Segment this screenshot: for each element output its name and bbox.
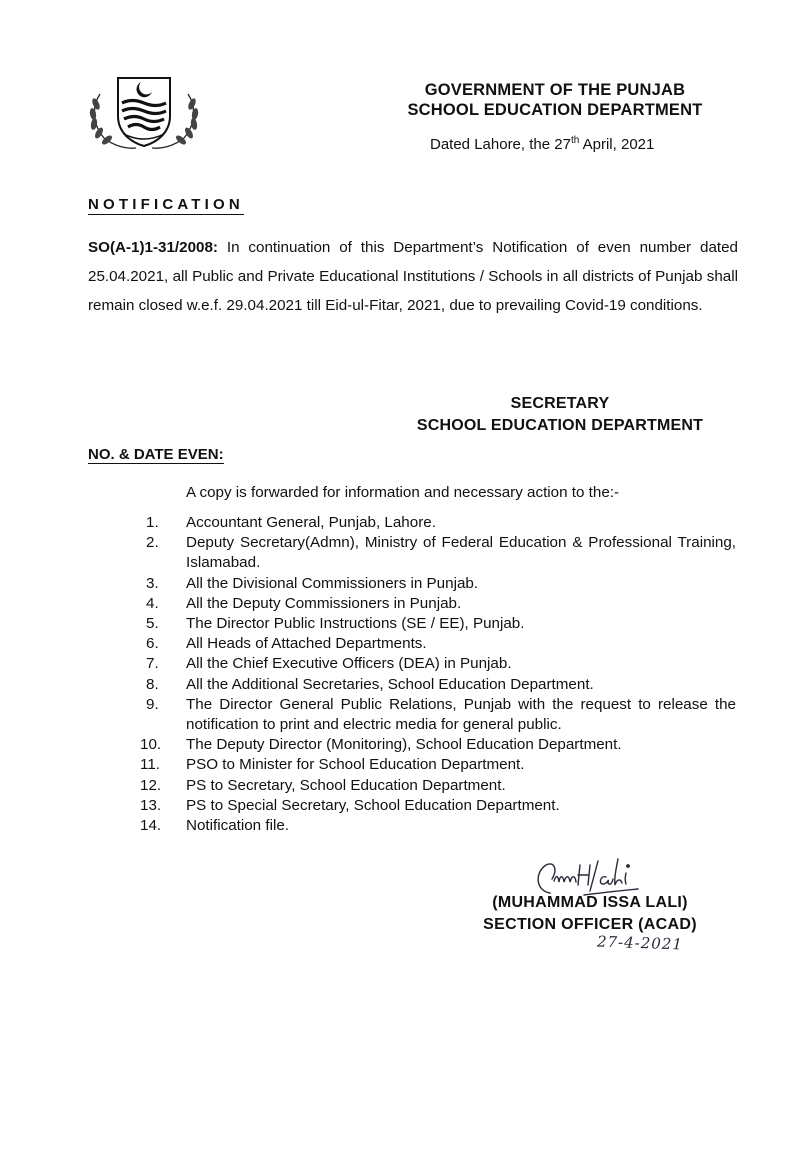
list-item-number: 7. [146, 655, 159, 673]
list-item [140, 654, 736, 674]
list-item-number: 2. [146, 534, 159, 552]
list-item-text: Deputy Secretary(Admn), Ministry of Federal Education & Professional Training, Islamabad. [186, 534, 736, 572]
list-item-number: 3. [146, 574, 159, 592]
list-item [140, 796, 736, 816]
list-item-text: The Director Public Instructions (SE / EE), Punjab. [186, 615, 525, 633]
list-item-number: 8. [146, 675, 159, 693]
dated-suffix: April, 2021 [579, 136, 655, 153]
list-item-number: 1. [146, 514, 159, 531]
list-item-text: All the Deputy Commissioners in Punjab. [186, 594, 462, 612]
government-title: GOVERNMENT OF THE PUNJAB [424, 81, 686, 99]
list-item [140, 695, 736, 735]
list-item-text: The Deputy Director (Monitoring), School Education Department. [186, 736, 622, 754]
list-item [140, 634, 736, 654]
list-item-text: All the Additional Secretaries, School Education Department. [186, 675, 594, 693]
list-item-number: 11. [140, 756, 160, 774]
list-item-text: Accountant General, Punjab, Lahore. [186, 514, 436, 531]
notification-body [88, 233, 738, 321]
list-item-number: 10. [140, 736, 162, 754]
list-item-number: 6. [146, 635, 159, 653]
list-item [140, 513, 736, 533]
distribution-list [140, 513, 736, 836]
signatory-name: (MUHAMMAD ISSA LALI) [492, 894, 688, 911]
list-item [140, 735, 736, 755]
reference-number: SO(A-1)1-31/2008: [88, 239, 218, 256]
list-item-text: PSO to Minister for School Education Department. [186, 756, 525, 774]
list-item [140, 594, 736, 614]
secretary-block [390, 393, 730, 437]
dated-ordinal: th [570, 135, 580, 146]
list-item-text: PS to Special Secretary, School Education Department. [186, 796, 560, 814]
no-date-even-heading: NO. & DATE EVEN: [88, 446, 224, 463]
handwritten-date: 27-4-2021 [596, 932, 684, 954]
punjab-emblem-icon [84, 70, 204, 152]
list-item-number: 14. [140, 817, 162, 835]
list-item [140, 574, 736, 594]
list-item-number: 4. [146, 594, 159, 612]
department-title: SCHOOL EDUCATION DEPARTMENT [407, 101, 703, 119]
list-item-number: 5. [146, 615, 159, 633]
list-item [140, 533, 736, 573]
list-item-text: The Director General Public Relations, Punjab with the request to release the notification to print and electric media for general public. [186, 695, 736, 734]
list-item [140, 614, 736, 634]
signatory-block [440, 892, 740, 936]
dated-prefix: Dated Lahore, the 27 [430, 136, 571, 153]
notification-heading: NOTIFICATION [88, 196, 244, 213]
secretary-department: SCHOOL EDUCATION DEPARTMENT [416, 417, 704, 434]
list-item-number: 9. [146, 695, 159, 713]
list-item [140, 755, 736, 775]
list-item-text: All the Divisional Commissioners in Punjab. [186, 574, 479, 592]
list-item [140, 776, 736, 796]
list-item-number: 13. [140, 796, 162, 814]
list-item [140, 816, 736, 836]
letterhead [380, 80, 730, 120]
list-item-text: Notification file. [186, 817, 289, 835]
list-item [140, 675, 736, 695]
list-item-text: All Heads of Attached Departments. [186, 635, 427, 653]
list-item-text: PS to Secretary, School Education Department. [186, 776, 506, 794]
list-item-number: 12. [140, 776, 162, 794]
notification-text: In continuation of this Department’s Notification of even number dated 25.04.2021, all Public and Private Educational Institutions / Schools in all districts of Punjab shall remain closed w.e.f. 29.04.2021 till Eid-ul-Fitar, 2021, due to prevailing Covid-19 conditions. [88, 239, 738, 315]
secretary-title: SECRETARY [510, 395, 610, 412]
copy-forwarded-intro: A copy is forwarded for information and necessary action to the:- [186, 484, 620, 501]
dated-line [430, 136, 654, 153]
signatory-title: SECTION OFFICER (ACAD) [483, 916, 697, 933]
list-item-text: All the Chief Executive Officers (DEA) in Punjab. [186, 655, 512, 673]
